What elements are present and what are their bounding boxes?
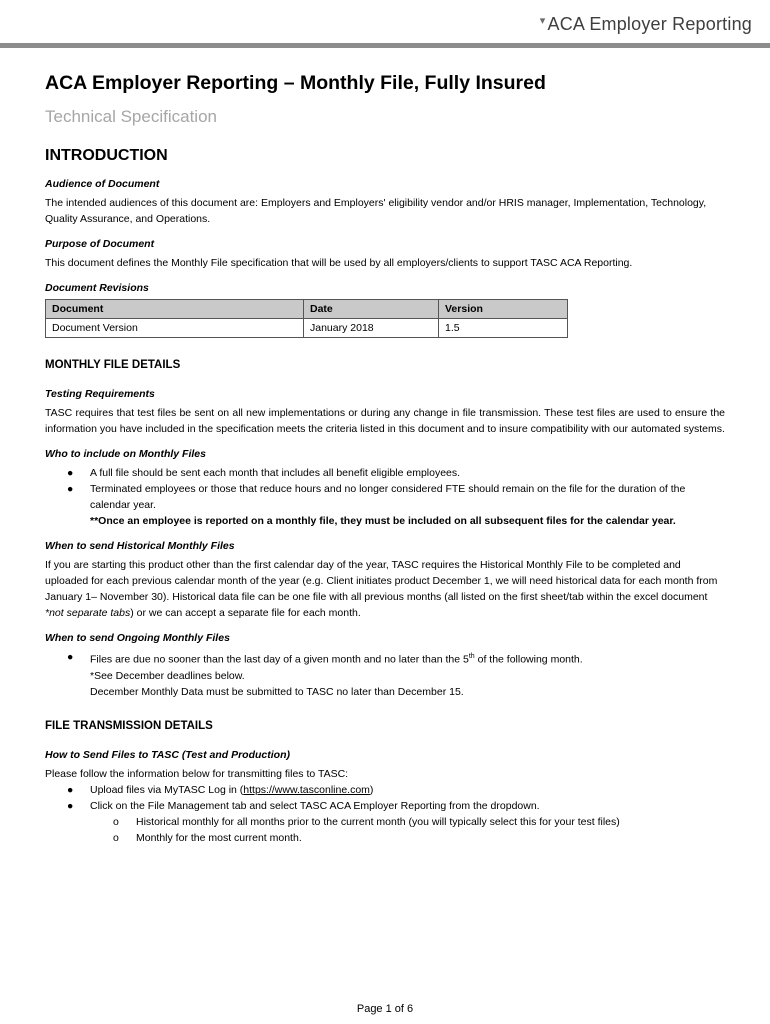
list-item: ● A full file should be sent each month that includes all benefit eligible employees. bbox=[67, 467, 461, 479]
purpose-text: This document defines the Monthly File specification that will be used by all employers/clients to support TASC ACA Reporting. bbox=[45, 257, 633, 269]
monthly-heading: MONTHLY FILE DETAILS bbox=[45, 359, 181, 371]
historical-title: When to send Historical Monthly Files bbox=[45, 540, 235, 552]
audience-title: Audience of Document bbox=[45, 178, 160, 190]
document-body bbox=[45, 70, 725, 846]
ongoing-list bbox=[45, 649, 725, 700]
bullet-icon: ● bbox=[67, 799, 74, 812]
how-title: How to Send Files to TASC (Test and Production) bbox=[45, 748, 290, 761]
page-number: Page 1 of 6 bbox=[356, 1003, 414, 1015]
testing-text: TASC requires that test files be sent on all new implementations or during any change in file transmission. These test files are used to ensure the information you have included in the specification meets the criteria listed in this document and to insure compatibility with our automated systems. bbox=[45, 407, 725, 435]
purpose-title: Purpose of Document bbox=[45, 238, 155, 250]
revisions-table bbox=[45, 299, 568, 338]
list-item-note: *See December deadlines below. bbox=[90, 669, 245, 682]
revisions-title: Document Revisions bbox=[45, 282, 149, 294]
intro-heading: INTRODUCTION bbox=[45, 147, 168, 164]
historical-italic: *not separate tabs bbox=[45, 607, 131, 619]
document-subtitle: Technical Specification bbox=[45, 107, 217, 126]
header-divider bbox=[0, 43, 770, 48]
list-item: ● Terminated employees or those that reduce hours and no longer considered FTE should remain on the file for the duration of the calendar year. bbox=[67, 483, 686, 511]
brand-text: ACA Employer Reporting bbox=[547, 14, 752, 34]
audience-text: The intended audiences of this document are: Employers and Employers' eligibility vendor and/or HRIS manager, Implementation, Technology, Quality Assurance, and Operations. bbox=[45, 197, 707, 225]
list-item: ● Click on the File Management tab and select TASC ACA Employer Reporting from the dropdown. bbox=[67, 799, 540, 812]
who-list bbox=[45, 465, 725, 529]
list-item: ● Upload files via MyTASC Log in (https://www.tasconline.com) bbox=[67, 783, 374, 796]
col-version: Version bbox=[439, 300, 568, 319]
cell-version: 1.5 bbox=[439, 319, 568, 338]
document-title: ACA Employer Reporting – Monthly File, Fully Insured bbox=[45, 72, 546, 94]
bullet-icon: ● bbox=[67, 651, 74, 663]
sub-list-item: o Monthly for the most current month. bbox=[113, 831, 302, 844]
circle-bullet-icon: o bbox=[113, 815, 119, 828]
col-date: Date bbox=[304, 300, 439, 319]
tasconline-link[interactable]: https://www.tasconline.com bbox=[243, 783, 370, 796]
list-item-note bbox=[45, 513, 725, 529]
brand-mark-icon: ▾ bbox=[539, 15, 546, 27]
list-item: ● Files are due no sooner than the last day of a given month and no later than the 5th of the following month. bbox=[67, 651, 583, 666]
transmission-heading: FILE TRANSMISSION DETAILS bbox=[45, 719, 213, 732]
list-item-note: December Monthly Data must be submitted to TASC no later than December 15. bbox=[90, 685, 464, 698]
who-title: Who to include on Monthly Files bbox=[45, 448, 206, 460]
who-note: **Once an employee is reported on a monthly file, they must be included on all subsequent files for the calendar year. bbox=[90, 515, 676, 527]
cell-document: Document Version bbox=[46, 319, 304, 338]
how-list bbox=[45, 782, 725, 814]
sub-list bbox=[45, 814, 725, 846]
brand-logo bbox=[540, 14, 752, 35]
bullet-icon: ● bbox=[67, 783, 74, 796]
circle-bullet-icon: o bbox=[113, 831, 119, 844]
bullet-icon: ● bbox=[67, 483, 74, 495]
testing-title: Testing Requirements bbox=[45, 388, 155, 400]
sub-list-item: o Historical monthly for all months prior to the current month (you will typically select this for your test files) bbox=[113, 815, 620, 828]
historical-text: If you are starting this product other than the first calendar day of the year, TASC requires the Historical Monthly File to be completed and uploaded for each previous calendar month of the year (e.g. Client initiates product December 1, we will need historical data for each month from January 1– November 30). Historical data file can be one file with all previous months (all listed on the first sheet/tab within the excel document *not separate tabs) or we can accept a separate file for each month. bbox=[45, 559, 718, 619]
col-document: Document bbox=[46, 300, 304, 319]
table-header-row bbox=[46, 300, 568, 319]
bullet-icon: ● bbox=[67, 467, 74, 479]
how-text: Please follow the information below for transmitting files to TASC: bbox=[45, 767, 349, 780]
table-row bbox=[46, 319, 568, 338]
ongoing-title: When to send Ongoing Monthly Files bbox=[45, 632, 230, 644]
cell-date: January 2018 bbox=[304, 319, 439, 338]
